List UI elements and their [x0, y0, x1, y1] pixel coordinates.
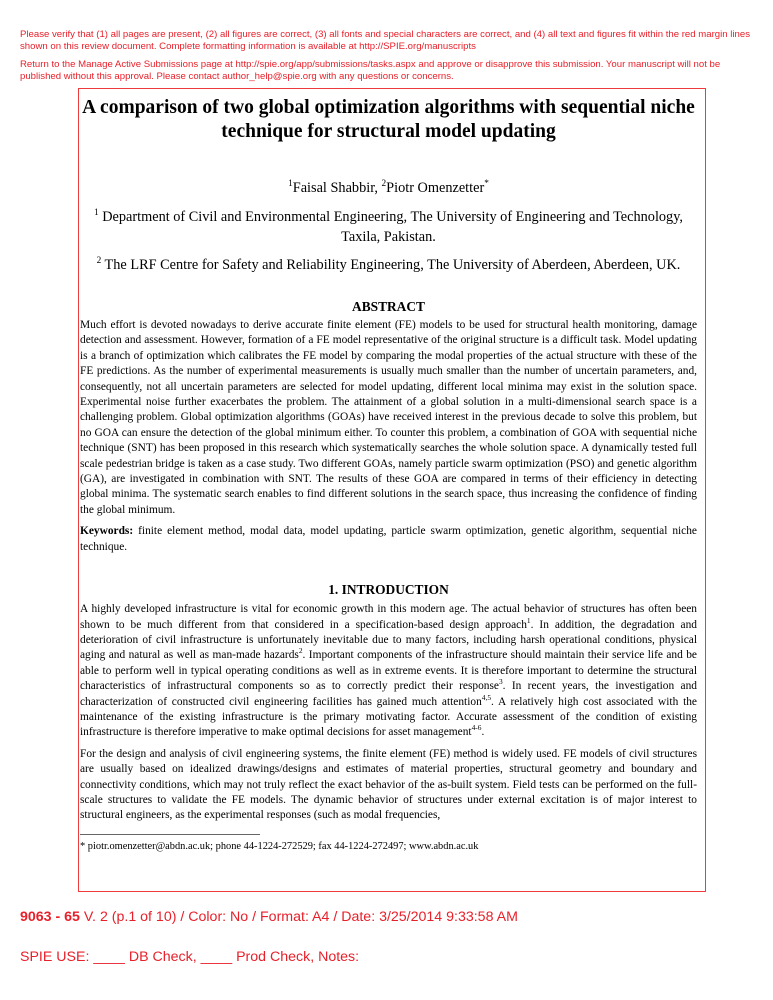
text-run: . In recent years, the investigation and characterization of constructed civil engineering facilities has gained much attention	[80, 680, 697, 708]
superscript: 1	[526, 615, 531, 625]
submission-id: 9063 - 65	[20, 909, 80, 925]
text-run: . In addition, the degradation and deterioration of civil infrastructure is unfortunately inevitable due to many factors, including harsh operational conditions, physical aging and natural as well as man-made hazards	[80, 618, 698, 662]
superscript: 1	[288, 179, 293, 190]
text-run: The LRF Centre for Safety and Reliability Engineering, The University of Aberdeen, Aberdeen, UK.	[101, 257, 681, 273]
submission-details: V. 2 (p.1 of 10) / Color: No / Format: A4 / Date: 3/25/2014 9:33:58 AM	[79, 909, 518, 925]
text-run: .	[481, 726, 485, 739]
abstract-text: Much effort is devoted nowadays to derive accurate finite element (FE) models to be used for structural health monitoring, damage detection and assessment. However, formation of a FE model representative of the original structure is a difficult task. Model updating is a branch of optimization which calibrates the FE model by comparing the modal properties of the actual structure with these of the FE predictions. As the number of experimental measurements is usually much smaller than the number of uncertain parameters, and, consequently, not all uncertain parameters are selected for model updating, different local minima may exist in the solution space. Experimental noise further exacerbates the problem. The attainment of a global solution in a multi-dimensional search space is a challenging problem. Global optimization algorithms (GOAs) have received interest in the previous decade to solve this problem, but no GOA can ensure the detection of the global minimum either. To counter this problem, a combination of GOA with sequential niche technique (SNT) has been proposed in this research which systematically searches the whole solution space. A dynamically tested full scale pedestrian bridge is taken as a case study. Two different GOAs, namely particle swarm optimization (PSO) and genetic algorithm (GA), are investigated in combination with SNT. The results of these GOA are compared in terms of their efficiency in detecting global minima. The systematic search enables to find different solutions in the search space, thus increasing the confidence of finding the global minimum.	[80, 319, 697, 516]
keywords	[80, 524, 697, 555]
superscript: 2	[298, 646, 303, 656]
superscript: 1	[94, 208, 99, 219]
superscript: 2	[381, 179, 387, 190]
intro-heading: 1. INTRODUCTION	[328, 582, 449, 598]
intro-paragraph-1	[80, 602, 697, 741]
page-content	[80, 96, 697, 852]
affiliation-2	[80, 255, 697, 275]
submission-info	[20, 909, 518, 925]
spie-use-line: SPIE USE: ____ DB Check, ____ Prod Check, Notes:	[20, 949, 360, 965]
abstract-heading: ABSTRACT	[352, 299, 425, 314]
superscript: 2	[96, 256, 102, 267]
text-run: . Important components of the infrastructure should maintain their service life and be able to perform well in typical operating conditions as well as in extreme events. It is therefore important to determine the structural characteristics of infrastructural components so as to correctly predict their response	[80, 649, 697, 693]
paper-title: A comparison of two global optimization algorithms with sequential niche technique for structural model updating	[82, 97, 695, 142]
text-run: A highly developed infrastructure is vital for economic growth in this modern age. The actual behavior of structures has often been shown to be much different from that considered in a specification-based design approach	[80, 603, 697, 631]
keywords-label: Keywords:	[80, 525, 134, 538]
keywords-text: finite element method, modal data, model updating, particle swarm optimization, genetic algorithm, sequential niche technique.	[80, 525, 697, 553]
text-run: Faisal Shabbir,	[292, 180, 382, 196]
superscript: *	[484, 179, 489, 190]
affiliation-1	[80, 207, 697, 247]
superscript: 4-6	[471, 723, 482, 733]
superscript: 3	[498, 677, 503, 687]
return-notice: Return to the Manage Active Submissions page at http://spie.org/app/submissions/tasks.aspx and approve or disapprove this submission. Your manuscript will not be published without this approval. Please contact author_help@spie.org with any questions or concerns.	[20, 59, 721, 82]
superscript: 4,5	[481, 692, 492, 702]
intro-paragraph-2	[80, 747, 697, 824]
text-run: Piotr Omenzetter	[386, 180, 485, 196]
footnote: * piotr.omenzetter@abdn.ac.uk; phone 44-1224-272529; fax 44-1224-272497; www.abdn.ac.uk	[80, 840, 479, 852]
text-run: For the design and analysis of civil engineering systems, the finite element (FE) method is widely used. FE models of civil structures are usually based on idealized drawings/designs and estimates of material properties, structural geometry and boundary and connectivity conditions, which may not truly reflect the exact behavior of the as-built system. Field tests can be performed on the full-scale structures to validate the FE models. The dynamic behavior of structures under external excitation is of major interest to structural engineers, as the experimental responses (such as modal frequencies,	[80, 747, 697, 822]
text-run: . A relatively high cost associated with the maintenance of the existing infrastructure is the primary motivating factor. Accurate assessment of the condition of existing infrastructure is therefore imperative to make optimal decisions for asset management	[80, 695, 697, 739]
verify-notice: Please verify that (1) all pages are present, (2) all figures are correct, (3) all fonts and special characters are correct, and (4) all text and figures fit within the red margin lines shown on this review document. Complete formatting information is available at http://SPIE.org/manuscripts	[20, 29, 750, 52]
authors	[80, 179, 697, 197]
footnote-divider	[80, 834, 260, 835]
text-run: Department of Civil and Environmental Engineering, The University of Engineering and Technology, Taxila, Pakistan.	[98, 209, 684, 245]
